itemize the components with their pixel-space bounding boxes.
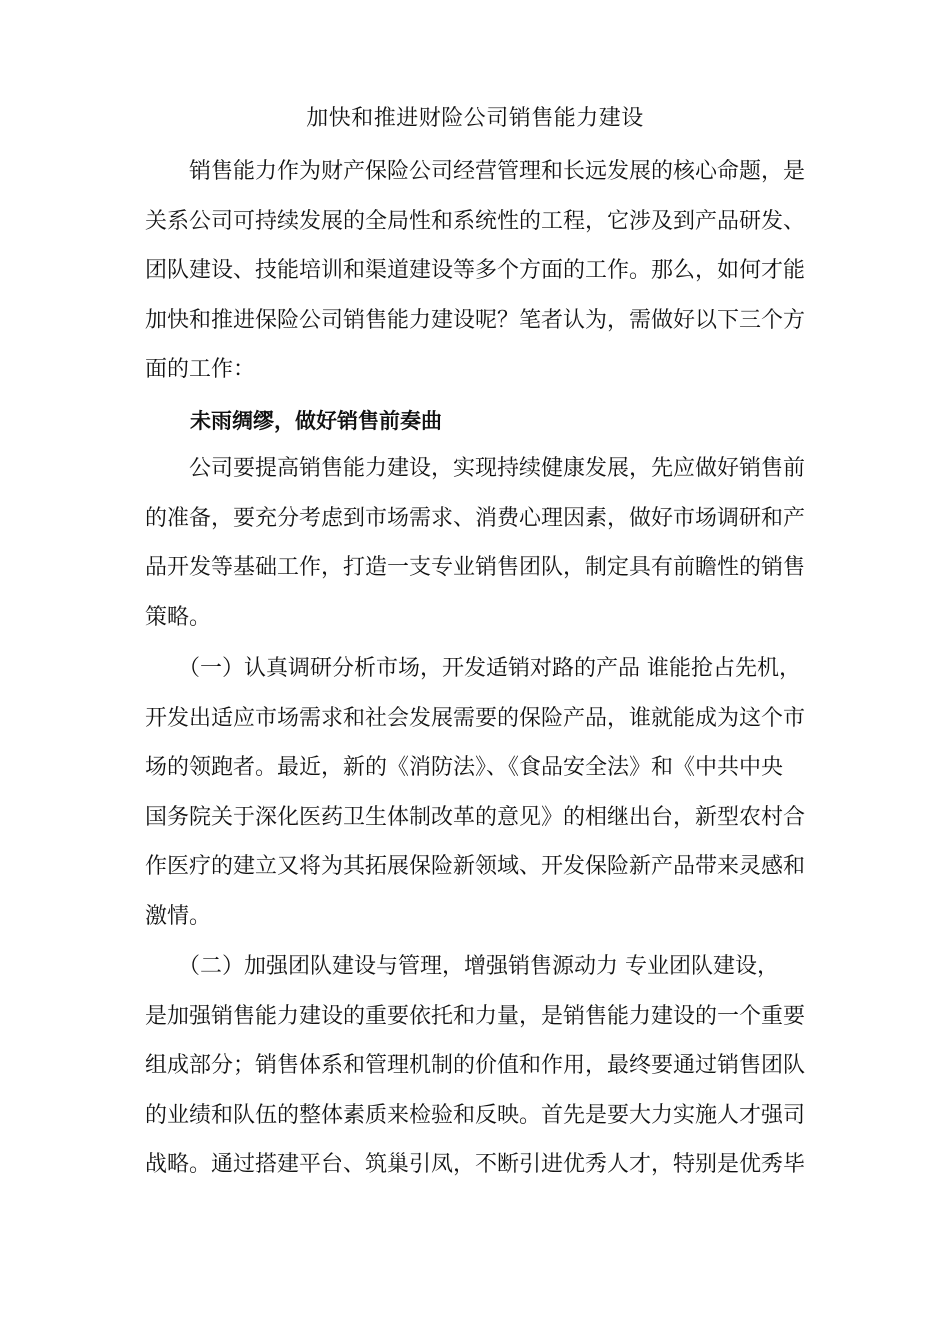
- text-line: 公司要提高销售能力建设，实现持续健康发展，先应做好销售前: [145, 456, 806, 481]
- text-line: 面的工作：: [145, 357, 256, 383]
- text-line: 加快和推进保险公司销售能力建设呢？笔者认为，需做好以下三个方: [145, 307, 806, 333]
- text-line: 品开发等基础工作，打造一支专业销售团队，制定具有前瞻性的销售: [145, 555, 806, 581]
- text-line: 开发出适应市场需求和社会发展需要的保险产品，谁就能成为这个市: [145, 705, 806, 731]
- text-line: 作医疗的建立又将为其拓展保险新领域、开发保险新产品带来灵感和: [145, 854, 806, 880]
- paragraph-team-building: [145, 942, 817, 1190]
- text-line: （二）加强团队建设与管理，增强销售源动力 专业团队建设，: [145, 954, 779, 979]
- text-line: 激情。: [145, 903, 212, 929]
- document-title: 加快和推进财险公司销售能力建设: [306, 106, 644, 131]
- text-line: （一）认真调研分析市场，开发适销对路的产品 谁能抢占先机，: [145, 656, 801, 681]
- text-line: 销售能力作为财产保险公司经营管理和长远发展的核心命题，是: [145, 159, 806, 184]
- text-line: 团队建设、技能培训和渠道建设等多个方面的工作。那么，如何才能: [145, 258, 806, 284]
- text-line: 场的领跑者。最近，新的《消防法》、《食品安全法》和《中共中央: [145, 755, 784, 781]
- paragraph-market-research: [145, 644, 817, 942]
- paragraph-intro: [145, 147, 817, 395]
- text-line: 组成部分；销售体系和管理机制的价值和作用，最终要通过销售团队: [145, 1053, 806, 1079]
- text-line: 的业绩和队伍的整体素质来检验和反映。首先是要大力实施人才强司: [145, 1102, 806, 1128]
- text-line: 战略。通过搭建平台、筑巢引凤，不断引进优秀人才，特别是优秀毕: [145, 1152, 806, 1178]
- text-line: 关系公司可持续发展的全局性和系统性的工程，它涉及到产品研发、: [145, 208, 806, 234]
- section-heading: 未雨绸缪，做好销售前奏曲: [190, 409, 442, 433]
- text-line: 国务院关于深化医药卫生体制改革的意见》的相继出台，新型农村合: [145, 804, 806, 830]
- text-line: 是加强销售能力建设的重要依托和力量，是销售能力建设的一个重要: [145, 1003, 806, 1029]
- paragraph-preparation: [145, 444, 817, 642]
- text-line: 策略。: [145, 604, 212, 630]
- text-line: 的准备，要充分考虑到市场需求、消费心理因素，做好市场调研和产: [145, 505, 806, 531]
